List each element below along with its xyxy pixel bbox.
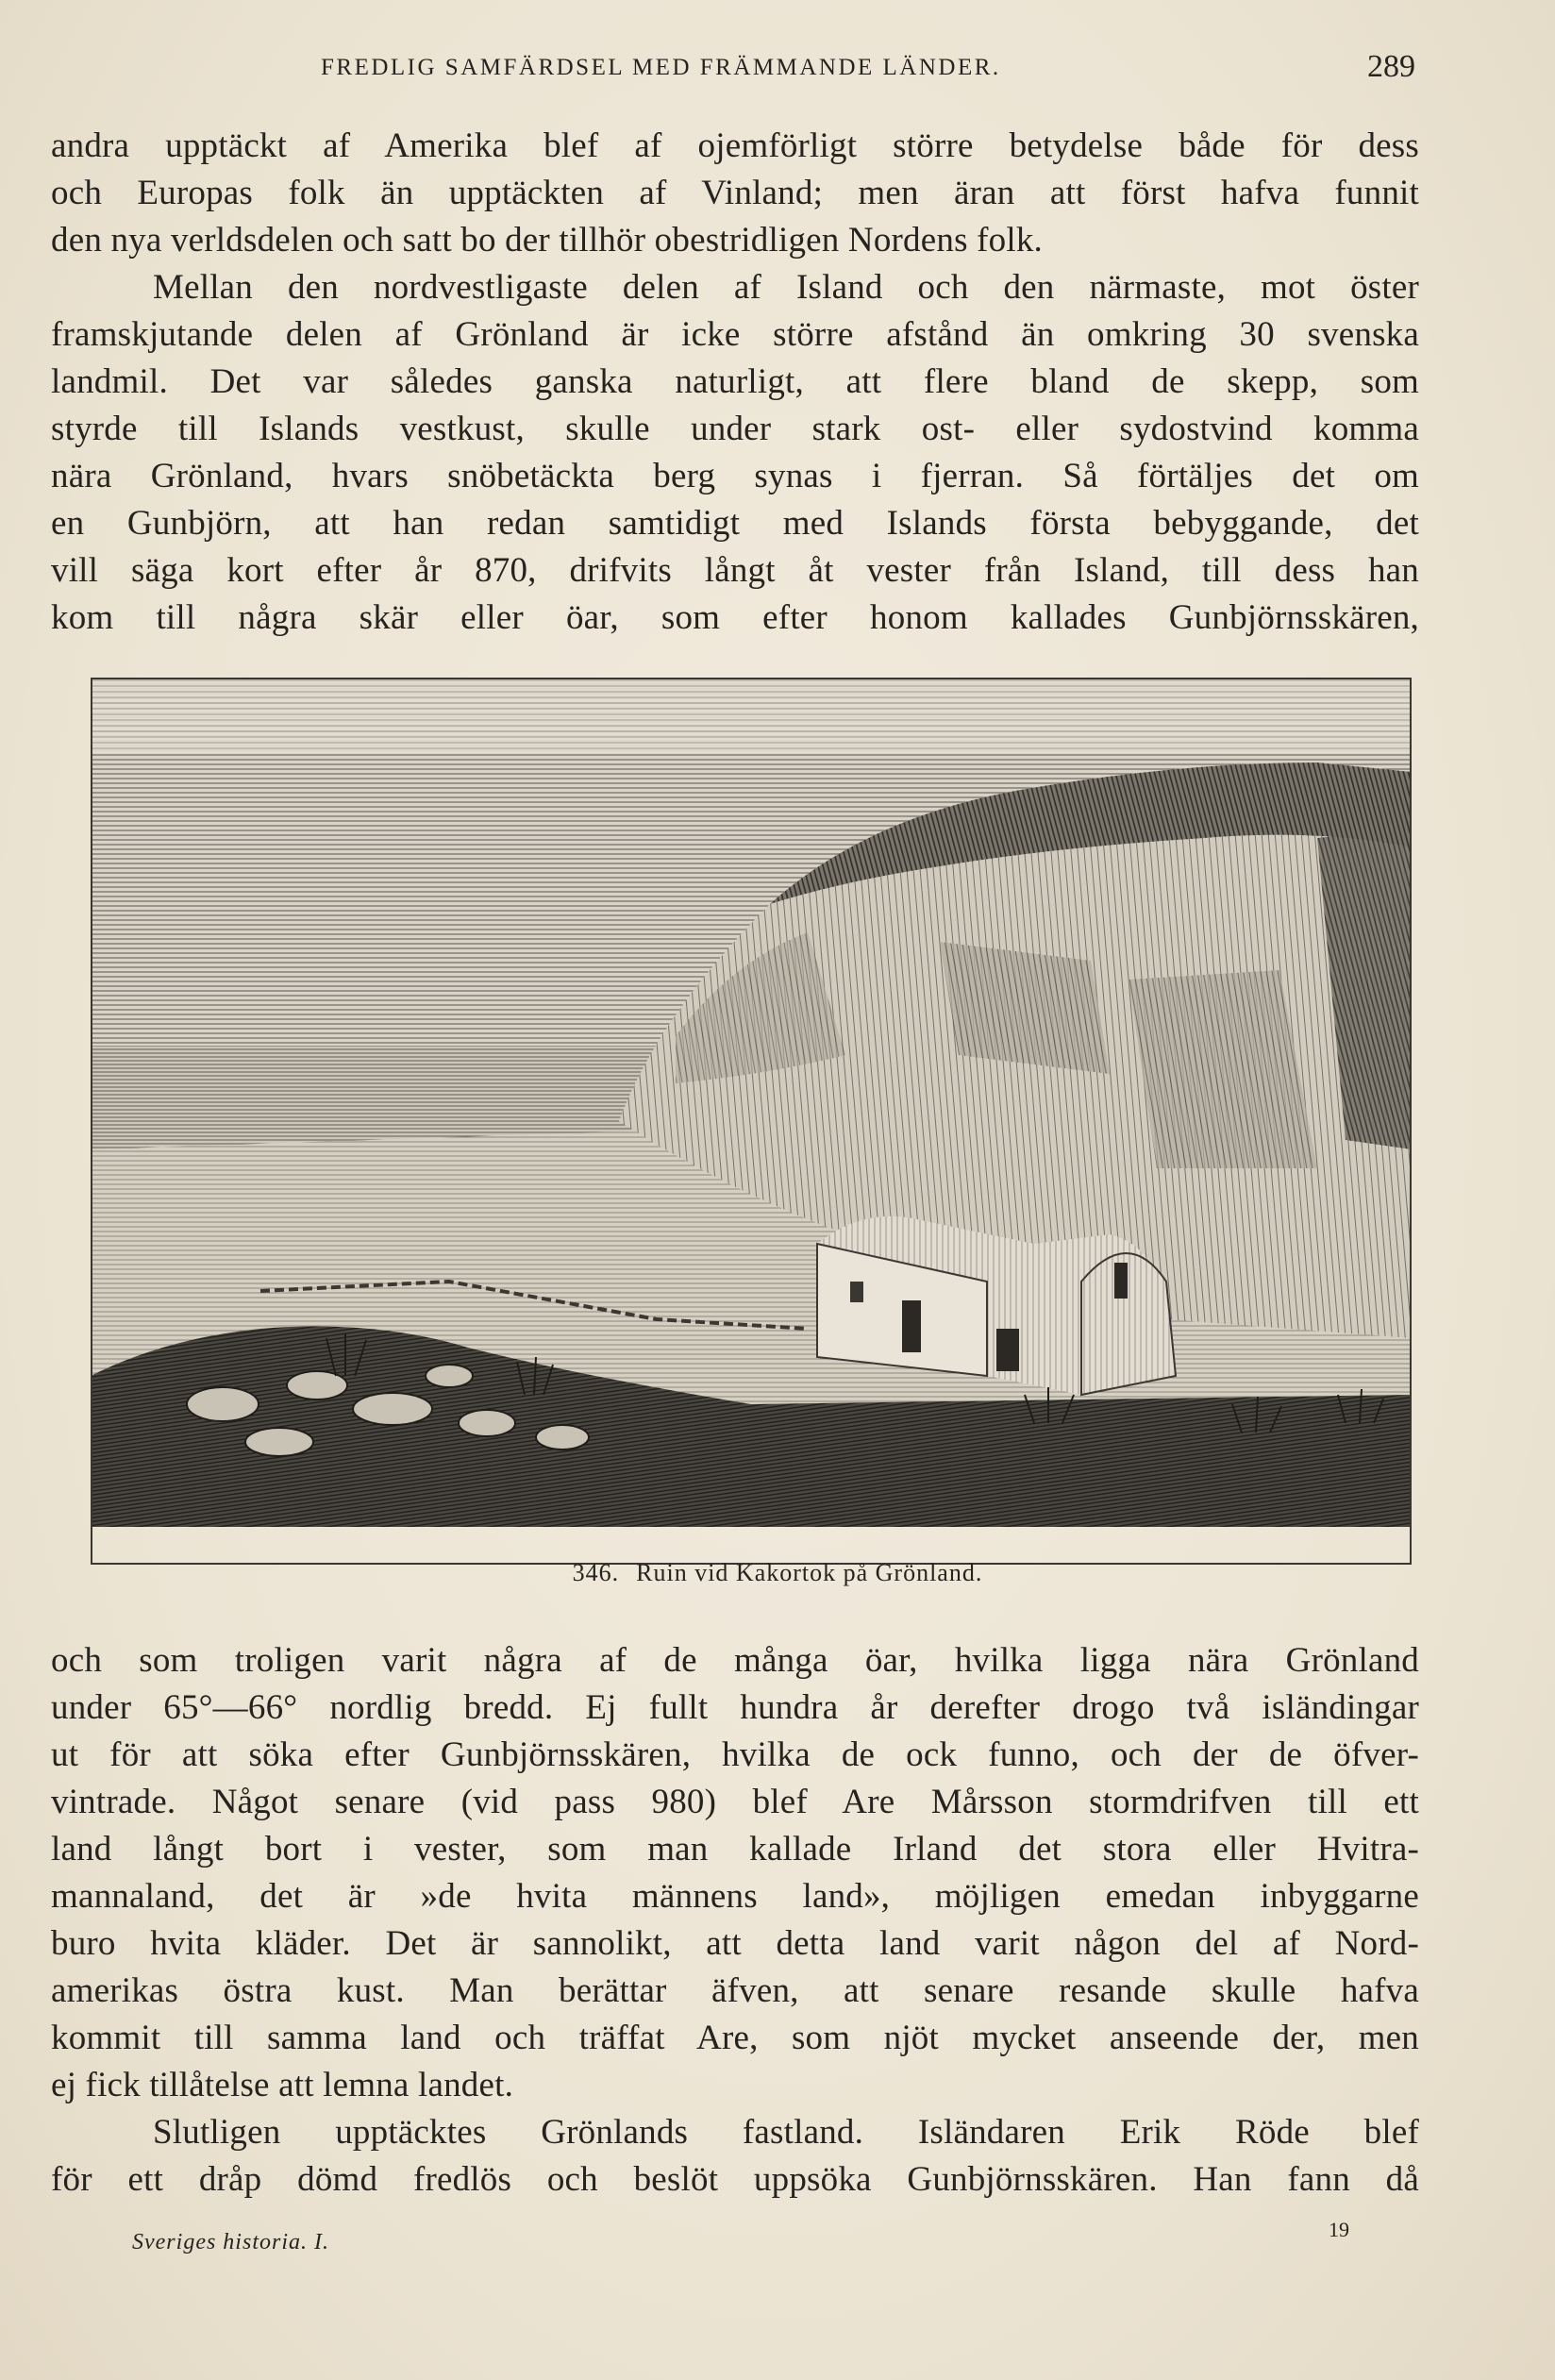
- text-line: ej fick tillåtelse att lemna landet.: [51, 2066, 514, 2104]
- running-head: FREDLIG SAMFÄRDSEL MED FRÄMMANDE LÄNDER.: [321, 55, 1001, 80]
- signature-mark: Sveriges historia. I.: [132, 2230, 329, 2254]
- text-line: för ett dråp dömd fredlös och beslöt uppsöka Gunbjörnsskären. Han fann då: [51, 2160, 1419, 2199]
- text-line: buro hvita kläder. Det är sannolikt, att detta land varit någon del af Nord-: [51, 1924, 1419, 1963]
- text-line: Slutligen upptäcktes Grönlands fastland. Isländaren Erik Röde blef: [153, 2113, 1419, 2152]
- engraving-illustration: [91, 678, 1412, 1565]
- page-number: 289: [1367, 49, 1415, 84]
- sheet-number: 19: [1329, 2218, 1349, 2241]
- page-footer: [132, 2218, 1349, 2270]
- text-line: och som troligen varit några af de många öar, hvilka ligga nära Grönland: [51, 1641, 1419, 1680]
- figure-caption: [0, 1559, 1555, 1587]
- figure-caption-text: Ruin vid Kakortok på Grönland.: [636, 1559, 983, 1586]
- text-line: mannaland, det är »de hvita männens land», möjligen emedan inbyggarne: [51, 1877, 1419, 1916]
- page-header: [321, 49, 1415, 87]
- text-line: och Europas folk än upptäckten af Vinland; men äran att först hafva funnit: [51, 174, 1419, 212]
- paragraph: [51, 264, 1419, 642]
- text-line: kom till några skär eller öar, som efter honom kallades Gunbjörnsskären,: [51, 598, 1419, 637]
- text-line: framskjutande delen af Grönland är icke större afstånd än omkring 30 svenska: [51, 315, 1419, 354]
- text-line: Mellan den nordvestligaste delen af Island och den närmaste, mot öster: [153, 268, 1419, 307]
- text-line: vill säga kort efter år 870, drifvits långt åt vester från Island, till dess han: [51, 551, 1419, 590]
- text-line: under 65°—66° nordlig bredd. Ej fullt hundra år derefter drogo två isländingar: [51, 1688, 1419, 1727]
- text-line: amerikas östra kust. Man berättar äfven, att senare resande skulle hafva: [51, 1971, 1419, 2010]
- text-block-top: [51, 123, 1419, 642]
- text-line: kommit till samma land och träffat Are, som njöt mycket anseende der, men: [51, 2019, 1419, 2057]
- text-line: en Gunbjörn, att han redan samtidigt med Islands första bebyggande, det: [51, 504, 1419, 543]
- text-block-bottom: [51, 1637, 1419, 2204]
- text-line: ut för att söka efter Gunbjörnsskären, hvilka de ock funno, och der de öfver-: [51, 1735, 1419, 1774]
- text-line: andra upptäckt af Amerika blef af ojemförligt större betydelse både för dess: [51, 126, 1419, 165]
- paragraph: [51, 2109, 1419, 2204]
- paragraph: [51, 123, 1419, 264]
- figure-number: 346.: [572, 1559, 620, 1586]
- text-line: landmil. Det var således ganska naturligt, att flere bland de skepp, som: [51, 362, 1419, 401]
- paragraph: [51, 1637, 1419, 2109]
- text-line: nära Grönland, hvars snöbetäckta berg synas i fjerran. Så förtäljes det om: [51, 457, 1419, 495]
- text-line: land långt bort i vester, som man kallade Irland det stora eller Hvitra-: [51, 1830, 1419, 1869]
- text-line: styrde till Islands vestkust, skulle under stark ost- eller sydostvind komma: [51, 410, 1419, 448]
- text-line: vintrade. Något senare (vid pass 980) blef Are Mårsson stormdrifven till ett: [51, 1783, 1419, 1821]
- text-line: den nya verldsdelen och satt bo der tillhör obestridligen Nordens folk.: [51, 221, 1043, 260]
